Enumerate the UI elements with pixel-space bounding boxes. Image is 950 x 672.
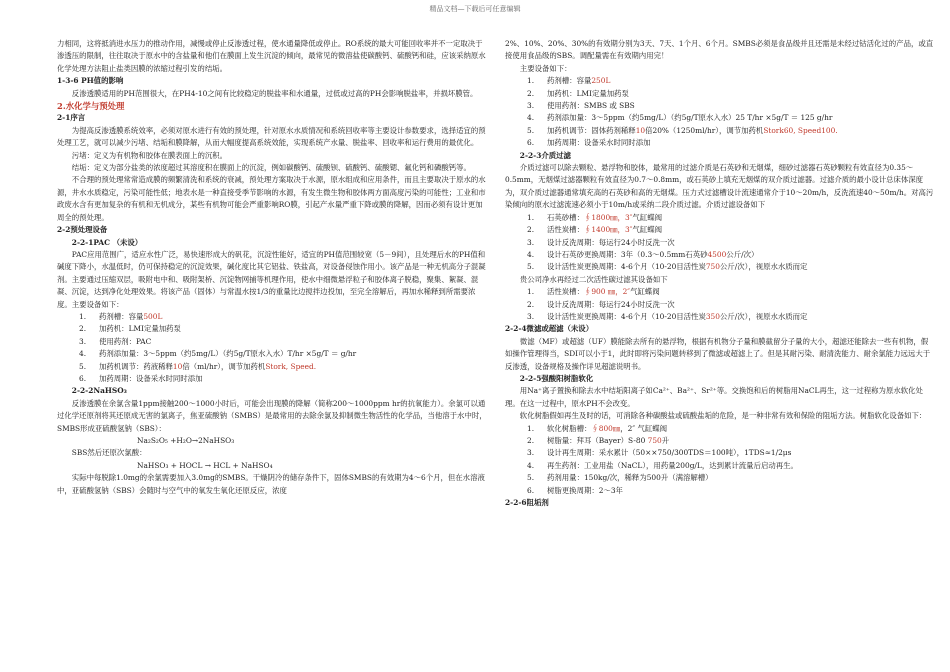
- list-item: [505, 224, 935, 236]
- list-text-tail: 气缸蝶阀: [632, 212, 662, 222]
- paragraph: 实际中每脱除1.0mg的余氯需要加入3.0mg的SMBS。干燥阴冷的储存条件下，固体SMBS的有效期为4～6个月，但在水溶液中，亚硫酸氢钠（SBS）会随时与空气中的氧发生氧化还原反应，浓度: [57, 473, 485, 495]
- list-item: [505, 237, 935, 249]
- highlight-value: ∮1800㎜，3″: [583, 212, 633, 222]
- list-text: 加药机：LMI定量加药泵: [547, 88, 629, 98]
- paragraph: 微滤（MF）或超滤（UF）膜能除去所有的悬浮物，根据有机物分子量和膜截留分子量的大小，超滤还能除去一些有机物，假如操作管理得当，SDI可以小于1，此时即将污染问题转移到了微滤或超滤上了。但是其耐污染、耐清洗能力、耐余氯能力远远大于反渗透，设备规格及操作详见超滤说明书。: [505, 336, 931, 371]
- list-item: [57, 361, 487, 373]
- list-text-tail: 气缸蝶阀: [632, 225, 662, 235]
- list-text: 药剂槽：容量: [547, 76, 592, 86]
- paragraph: 介质过滤可以除去颗粒、悬浮物和胶体，最常用的过滤介质是石英砂和无烟煤，细砂过滤器石英砂颗粒有效直径为0.35～0.5mm，无烟煤过滤器颗粒有效直径为0.7～0.8mm，或石英砂上填充无烟煤的双介质过滤器。过滤介质的最小设计总床体深度为，双介质过滤器通常填充高的石英砂和高的无烟煤。压力式过滤槽设计流速通常介于10～20m/h，反洗流速40～50m/h。对高污染倾向的原水过滤流速必须小于10m/h或采纳二段介质过滤。介质过滤设备如下: [505, 163, 934, 210]
- list-item: [505, 423, 935, 435]
- list-number: 5.: [527, 262, 535, 272]
- paragraph: 反渗透膜在余氯含量1ppm接触200～1000小时后，可能会出现膜的降解（简称200～1000ppm hr的抗氧能力）。余氯可以通过化学还原剂将其还原成无害的氯离子，焦亚硫酸钠（SMBS）是最常用的去除余氯及抑制微生物活性的化学品，当他溶于水中时，SMBS形成亚硫酸氢钠（SBS）：: [57, 398, 487, 433]
- list-text-tail: 倍20%（1250ml/hr），调节加药机: [645, 125, 764, 135]
- highlight-value: Stork60, Speed100.: [763, 125, 838, 135]
- list-text: 设计反洗周期：每运行24小时反洗一次: [547, 237, 675, 247]
- list-number: 1.: [527, 423, 535, 433]
- list-item: [505, 485, 935, 497]
- list-item: [505, 447, 935, 459]
- highlight-value: 500L: [143, 311, 163, 321]
- list-text: 活性炭槽：: [547, 225, 584, 235]
- list-text: 活性炭槽：: [547, 287, 584, 297]
- list-number: 5.: [527, 473, 535, 483]
- list-number: 6.: [527, 138, 535, 148]
- list-item: [505, 261, 935, 273]
- list-text: 再生药剂：工业用盐（NaCL），用药量200g/L，达到累计流量后启动再生。: [547, 460, 798, 470]
- list-number: 1.: [79, 311, 87, 321]
- list-number: 4.: [527, 249, 535, 259]
- list-text-tail: 升: [661, 436, 670, 445]
- list-number: 1.: [527, 76, 535, 86]
- paragraph: 结垢：定义为部分盐类的浓度超过其溶度积在膜面上的沉淀，例如碳酸钙、硫酸钡、硫酸钙、硫酸锶、氟化钙和磷酸钙等。: [71, 163, 471, 173]
- list-text: 使用药剂：SMBS 或 SBS: [547, 101, 635, 111]
- highlight-value: 750: [647, 436, 662, 445]
- list-text-tail: 公斤/次），视原水水质而定: [719, 311, 808, 321]
- left-column: [57, 38, 487, 497]
- list-number: 6.: [79, 373, 87, 383]
- highlight-value: ∮800㎜: [591, 423, 621, 433]
- list-text: 药剂添加量：3～5ppm（约5mg/L）（约5g/T原水入水）25 T/hr ×5g/T ＝ 125 g/hr: [547, 113, 833, 123]
- list-text: 加药机调节：固体药剂稀释: [547, 125, 636, 135]
- list-number: 3.: [527, 311, 535, 321]
- paragraph: 污堵：定义为有机物和胶体在膜表面上的沉积。: [71, 150, 228, 160]
- list-item: [57, 348, 487, 360]
- subsection-heading: 2-2-3介质过滤: [519, 150, 571, 160]
- list-item: [505, 311, 935, 323]
- list-number: 2.: [527, 299, 535, 309]
- subsection-heading: 2-2-2NaHSO₃: [71, 386, 127, 396]
- list-number: 6.: [527, 485, 535, 495]
- list-text: 软化树脂槽：: [547, 423, 592, 433]
- list-item: [505, 472, 935, 484]
- list-number: 2.: [527, 88, 535, 98]
- list-item: [505, 88, 935, 100]
- highlight-value: 250L: [591, 76, 611, 86]
- section-heading: 2-2-6阻垢剂: [505, 498, 549, 508]
- list-text: 加药机：LMI定量加药泵: [99, 324, 181, 334]
- list-item: [505, 249, 935, 261]
- paragraph: SBS然后还原次氯酸：: [71, 448, 147, 458]
- paragraph: 用Na⁺离子置换和除去水中结垢阳离子如Ca²⁺、Ba²⁺、Sr²⁺等。交换饱和后的树脂用NaCL再生，这一过程称为原水软化处理。在这一过程中，原水PH不会改变。: [505, 386, 923, 408]
- list-text-tail: 倍（ml/hr），调节加药机: [182, 361, 266, 371]
- list-text-tail: 公斤/次）: [726, 249, 759, 259]
- section-heading: 2-2-4微滤或超滤（未设）: [505, 324, 594, 334]
- subsection-heading: 2-2-5强酸阳树脂软化: [519, 373, 594, 383]
- list-item: [505, 137, 935, 149]
- list-text-tail: ，2″ 气缸蝶阀: [620, 423, 668, 433]
- subsection-heading: 2-2-1PAC （未设）: [71, 237, 143, 247]
- right-column: [505, 38, 935, 509]
- formula: NaHSO₃ + HOCL → HCL + NaHSO₄: [137, 460, 273, 470]
- list-text: 加药周期：设备采水时同时添加: [547, 138, 651, 148]
- list-item: [505, 212, 935, 224]
- list-item: [57, 373, 487, 385]
- highlight-value: 750: [705, 262, 720, 272]
- list-text: 树脂量：拜耳（Bayer）S-80: [547, 436, 648, 445]
- paragraph: 不合理的预处理常常造成膜的频繁清洗和系统的衰减，预处理方案取决于水源，原水组成和应用条件，而且主要取决于原水的水源，井水水质稳定，污染可能性低；地表水是一种直接受季节影响的水源，有发生微生物和胶体两方面高度污染的可能性；工业和市政废水含有更加复杂的有机和无机成分，某些有机物可能会严重影响RO膜，引起产水量严重下降或膜的降解，因而必须有设计更加周全的预处理。: [57, 175, 486, 222]
- list-text: 药剂槽：容量: [99, 311, 144, 321]
- list-item: [57, 323, 487, 335]
- list-text: 药剂用量：150kg/次，稀释为500升（满溶解槽）: [547, 473, 713, 483]
- list-number: 4.: [527, 460, 535, 470]
- list-text-tail: 气缸蝶阀: [630, 287, 660, 297]
- list-text: 设计活性炭更换周期：4-6个月（10-20目活性炭: [547, 311, 706, 321]
- list-number: 1.: [527, 287, 535, 297]
- list-number: 4.: [527, 113, 535, 123]
- list-number: 3.: [527, 101, 535, 111]
- list-text: 树脂更换周期：2～3年: [547, 485, 623, 495]
- paragraph: 力相同，这将抵消进水压力的推动作用，减慢或停止反渗透过程，使水通量降低或停止。RO系统的最大可能回收率并不一定取决于渗透压的限制，往往取决于原水中的含盐量和他们在膜面上发生沉淀的倾向，最常见的微溶盐使碳酸钙、硫酸钙和硅，应该采纳原水化学处理方法阻止盐类因膜的浓缩过程引发的结垢。: [57, 39, 486, 73]
- list-text: 石英砂槽：: [547, 212, 584, 222]
- chapter-heading: 2.水化学与预处理: [57, 101, 125, 112]
- list-text: 设计再生周期：采水累计（50××750/300TDS＝100吨），1TDS≈1/2μs: [547, 448, 792, 458]
- list-number: 4.: [79, 349, 87, 359]
- paragraph: PAC应用范围广，适应水性广泛，易快速形成大的矾花，沉淀性能好，适宜的PH值范围较宽（5－9间），且处理后水的PH值和碱度下降小，水温低时，仍可保持稳定的沉淀效果，碱化度比其它铝盐、铁盐高，对设备侵蚀作用小。该产品是一种无机高分子混凝剂。主要通过压缩双层，吸附电中和、吸附架桥、沉淀物网捕等机理作用，使水中细微悬浮粒子和胶体离子脱稳，聚集、絮凝、混凝、沉淀，达到净化处理效果。将该产品（固体）与常温水按1/3的重量比边搅拌边投加，至完全溶解后，再加水稀释到所需要浓度。主要设备如下：: [57, 249, 486, 309]
- list-item: [505, 299, 935, 311]
- list-text: 加药周期：设备采水时同时添加: [99, 373, 203, 383]
- list-number: 3.: [527, 237, 535, 247]
- section-heading: 2-2预处理设备: [57, 225, 108, 235]
- list-number: 5.: [79, 361, 87, 371]
- highlight-value: Stork, Speed.: [265, 361, 317, 371]
- paragraph: 为提高反渗透膜系统效率，必须对原水进行有效的预处理，针对原水水质情况和系统回收率等主要设计参数要求，选择适宜的预处理工艺，就可以减少污堵、结垢和膜降解，从而大幅度提高系统效能，实现系统产水量、脱盐率、回收率和运行费用的最优化。: [57, 125, 486, 148]
- list-number: 2.: [527, 225, 535, 235]
- list-number: 1.: [527, 212, 535, 222]
- highlight-value: 350: [705, 311, 720, 321]
- list-number: 2.: [527, 436, 535, 445]
- highlight-value: ∮900 ㎜，2″: [583, 287, 631, 297]
- highlight-value: 10: [172, 361, 183, 371]
- highlight-value: ∮1400㎜，3″: [583, 225, 633, 235]
- section-heading: 2-1序言: [57, 113, 86, 123]
- list-number: 3.: [527, 448, 535, 458]
- list-item: [505, 75, 935, 87]
- list-item: [505, 286, 935, 298]
- list-number: 5.: [527, 125, 535, 135]
- paragraph: 软化树脂假如再生及时的话，可消除各种碳酸盐或硫酸盐垢的危险，是一种非常有效和保险的阻垢方法。树脂软化设备如下：: [519, 411, 927, 421]
- list-text: 药剂添加量：3～5ppm（约5mg/L）（约5g/T原水入水）T/hr ×5g/T ＝ g/hr: [99, 349, 357, 359]
- list-item: [505, 435, 935, 447]
- paragraph: 贵公司净水再经过二次活性碳过滤其设备如下: [519, 274, 668, 284]
- list-text: 设计反洗周期：每运行24小时反洗一次: [547, 299, 675, 309]
- paragraph: 2%、10%、20%、30%的有效期分别为3天、7天、1个月、6个月。SMBS必须是食品级并且还需是未经过钴活化过的产品，或直接使用食品级的SBS。调配量需在有效期内用完！: [505, 39, 934, 61]
- formula: Na₂S₂O₅ +H₂O→2NaHSO₃: [137, 436, 235, 445]
- list-text: 设计石英砂更换周期：3年（0.3～0.5mm石英砂: [547, 249, 708, 259]
- list-text: 使用药剂：PAC: [99, 336, 152, 346]
- paragraph: 主要设备如下：: [519, 63, 572, 73]
- list-number: 2.: [79, 324, 87, 334]
- list-item: [505, 100, 935, 112]
- list-item: [505, 112, 935, 124]
- list-number: 3.: [79, 336, 87, 346]
- list-text: 加药机调节：药液稀释: [99, 361, 173, 371]
- highlight-value: 10: [635, 125, 646, 135]
- list-item: [57, 311, 487, 323]
- highlight-value: 4500: [707, 249, 727, 259]
- list-text: 设计活性炭更换周期：4-6个月（10-20目活性炭: [547, 262, 706, 272]
- list-text-tail: 公斤/次），视原水水质而定: [719, 262, 808, 272]
- page-header: 精品文档—下载后可任意编辑: [429, 5, 521, 13]
- paragraph: 反渗透膜适用的PH范围很大，在PH4-10之间有比较稳定的脱盐率和水通量，过低或过高的PH会影响脱盐率，并损坏膜管。: [71, 88, 478, 98]
- section-heading: 1-3-6 PH值的影响: [57, 76, 124, 86]
- list-item: [505, 460, 935, 472]
- list-item: [57, 336, 487, 348]
- list-item: [505, 125, 935, 137]
